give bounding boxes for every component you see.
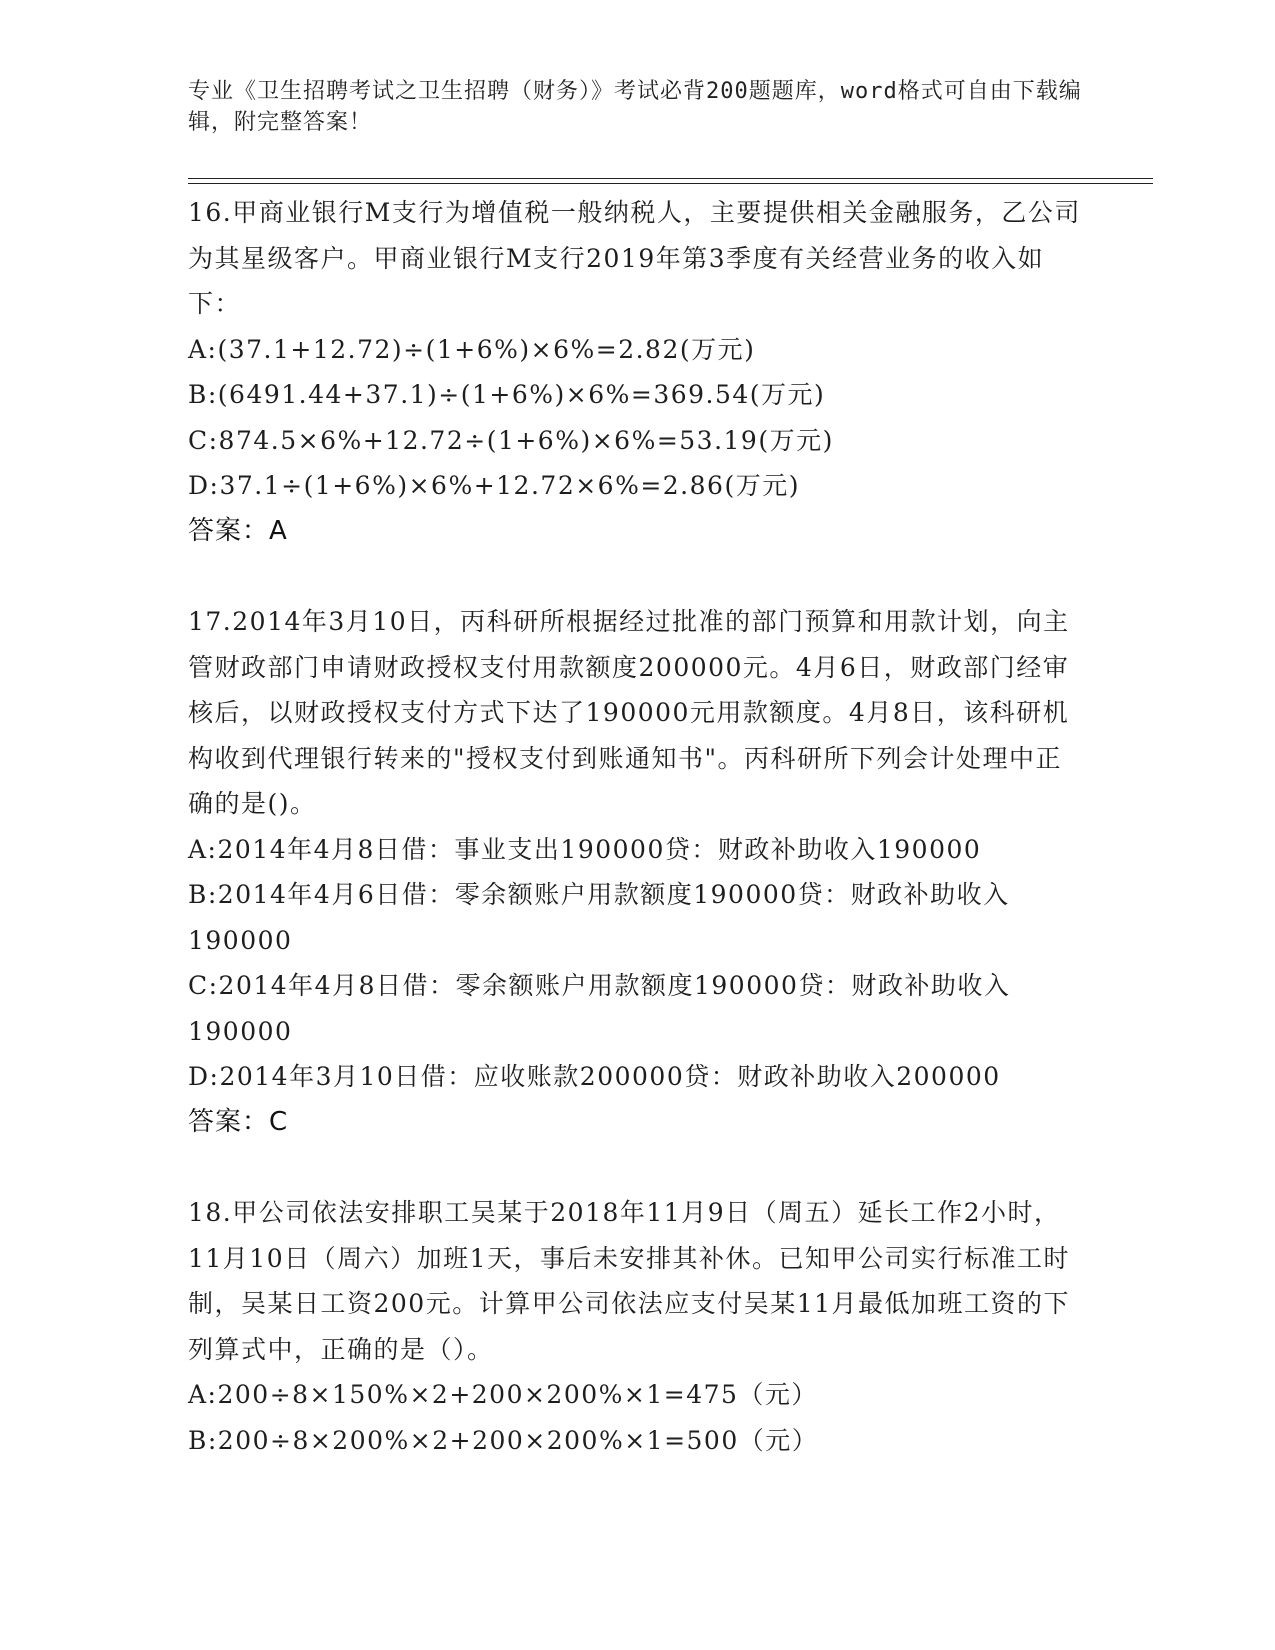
option-b: B:2014年4月6日借：零余额账户用款额度190000贷：财政补助收入190000 xyxy=(188,880,1010,955)
question-text: 18.甲公司依法安排职工吴某于2018年11月9日（周五）延长工作2小时，11月10日（周六）加班1天，事后未安排其补休。已知甲公司实行标准工时制，吴某日工资200元。计算甲公司依法应支付吴某11月最低加班工资的下列算式中，正确的是（）。 xyxy=(188,1198,1071,1364)
question-16 xyxy=(188,190,1088,554)
option-a: A:200÷8×150%×2+200×200%×1=475（元） xyxy=(188,1380,818,1409)
question-17 xyxy=(188,599,1088,1145)
option-b: B:200÷8×200%×2+200×200%×1=500（元） xyxy=(188,1425,819,1455)
option-c: C:2014年4月8日借：零余额账户用款额度190000贷：财政补助收入190000 xyxy=(188,971,1011,1046)
question-text: 17.2014年3月10日，丙科研所根据经过批准的部门预算和用款计划，向主管财政部门申请财政授权支付用款额度200000元。4月6日，财政部门经审核后，以财政授权支付方式下达了190000元用款额度。4月8日，该科研机构收到代理银行转来的"授权支付到账通知书"。丙科研所下列会计处理中正确的是()。 xyxy=(188,607,1070,818)
question-text: 16.甲商业银行M支行为增值税一般纳税人，主要提供相关金融服务，乙公司为其星级客户。甲商业银行M支行2019年第3季度有关经营业务的收入如下： xyxy=(188,198,1081,318)
option-b: B:(6491.44+37.1)÷(1+6%)×6%=369.54(万元) xyxy=(188,380,826,409)
option-a: A:(37.1+12.72)÷(1+6%)×6%=2.82(万元) xyxy=(188,334,756,364)
answer-label: 答案：C xyxy=(188,1106,289,1137)
header-divider-bottom xyxy=(188,183,1153,184)
header-divider-top xyxy=(188,178,1153,179)
document-header-title: 专业《卫生招聘考试之卫生招聘（财务）》考试必背200题题库，word格式可自由下载编辑，附完整答案！ xyxy=(188,79,1082,135)
option-d: D:37.1÷(1+6%)×6%+12.72×6%=2.86(万元) xyxy=(188,471,800,500)
option-c: C:874.5×6%+12.72÷(1+6%)×6%=53.19(万元) xyxy=(188,425,834,455)
question-list xyxy=(188,190,1088,1508)
question-18 xyxy=(188,1190,1088,1463)
option-a: A:2014年4月8日借：事业支出190000贷：财政补助收入190000 xyxy=(188,834,982,864)
answer-label: 答案：A xyxy=(188,515,288,546)
option-d: D:2014年3月10日借：应收账款200000贷：财政补助收入200000 xyxy=(188,1062,1001,1091)
